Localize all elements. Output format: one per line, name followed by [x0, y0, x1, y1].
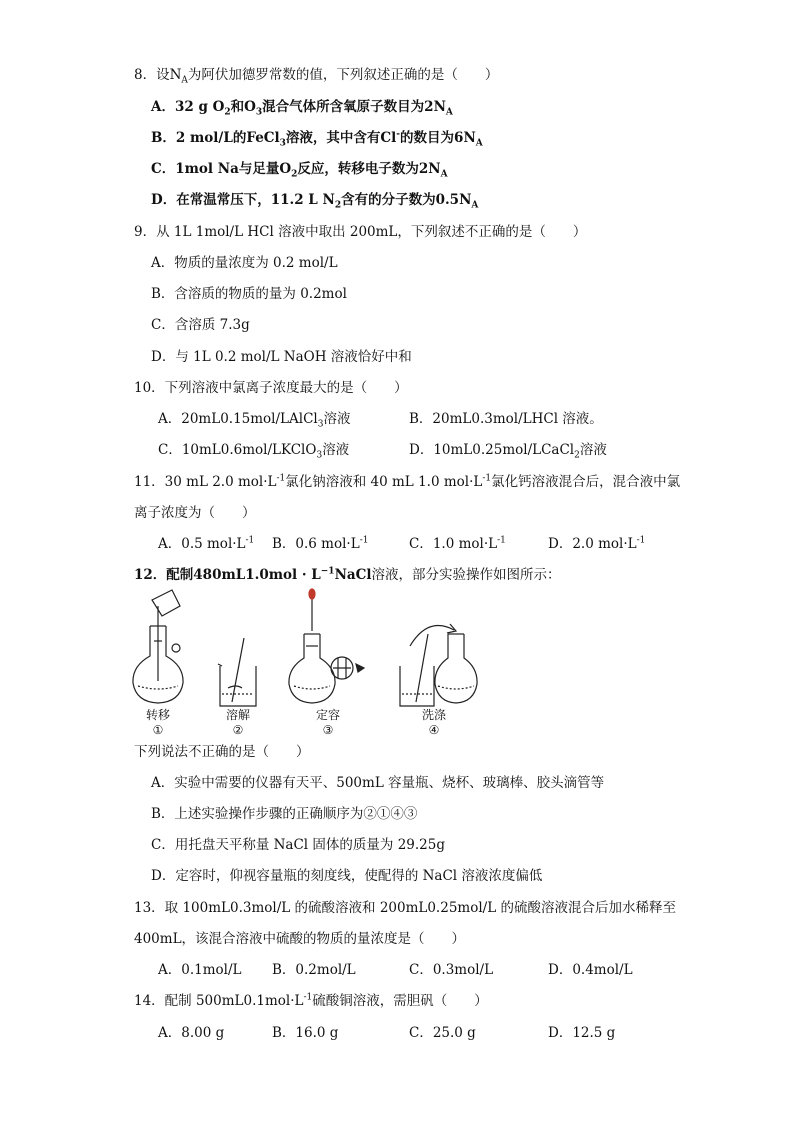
- q12-stem: 12．配制$480mL1.0mol \cdot L^{-1}NaCl$溶液，部分实验操作如图所示：: [134, 566, 561, 583]
- q8-option-b: B．2 mol/L的FeCl$_3$溶液，其中含有Cl-的数目为$6N_A$: [151, 129, 483, 149]
- q13-option-d: D．0.4mol/L: [548, 962, 633, 978]
- figure-label-wash: 洗涤 ④: [421, 708, 446, 737]
- q10-option-d: D．10mL0.25mol/LCaCl$_2$溶液: [409, 442, 607, 461]
- figure-label-transfer: 转移 ①: [145, 708, 170, 737]
- figure-label-dissolve: 溶解 ②: [225, 708, 250, 737]
- q11-option-d: D．2.0 $mol\cdot L^{-1}$: [548, 535, 646, 552]
- q12-option-a: A．实验中需要的仪器有天平、500mL 容量瓶、烧杯、玻璃棒、胶头滴管等: [151, 775, 605, 791]
- experiment-figure: [128, 586, 488, 736]
- q14-option-a: A．8.00 g: [158, 1025, 225, 1041]
- q9-option-d: D．与 1L 0.2 mol/L NaOH 溶液恰好中和: [151, 349, 412, 365]
- q10-option-b: B．20mL0.3mol/LHCl 溶液。: [409, 411, 603, 427]
- q11-stem: 11．30 mL 2.0 $mol\cdot L^{-1}$氯化钠溶液和 40 mL 1.0 $mol\cdot L^{-1}$氯化钙溶液混合后，混合液中氯: [134, 473, 681, 490]
- q13-option-c: C．0.3mol/L: [409, 962, 494, 978]
- constant-volume-flask-icon: [289, 589, 364, 703]
- transfer-flask-icon: [133, 590, 183, 703]
- q14-option-d: D．12.5 g: [548, 1025, 616, 1041]
- q12-option-b: B．上述实验操作步骤的正确顺序为②①④③: [151, 806, 418, 822]
- q9-stem: 9．从 1L 1mol/L HCl 溶液中取出 200mL，下列叙述不正确的是（ ）: [134, 224, 587, 240]
- q8-option-d: D．在常温常压下，11.2 L $N_2$含有的分子数为$0.5N_A$: [151, 192, 479, 211]
- q12-option-c: C．用托盘天平称量 NaCl 固体的质量为 29.25g: [151, 837, 446, 853]
- q13-stem: 13．取 100mL0.3mol/L 的硫酸溶液和 200mL0.25mol/L 的硫酸溶液混合后加水稀释至: [134, 900, 676, 916]
- q13-stem-line2: 400mL，该混合溶液中硫酸的物质的量浓度是（ ）: [134, 931, 466, 947]
- q10-option-a: A．20mL0.15mol/LAlCl$_3$溶液: [158, 411, 351, 430]
- q9-option-c: C．含溶质 7.3g: [151, 317, 250, 333]
- q9-option-a: A．物质的量浓度为 0.2 mol/L: [151, 255, 338, 271]
- q14-option-b: B．16.0 g: [272, 1025, 339, 1041]
- q14-stem: 14．配制 $500mL0.1mol\cdot L^{-1}$硫酸铜溶液，需胆矾（ ）: [134, 992, 488, 1009]
- q11-option-b: B．0.6 $mol\cdot L^{-1}$: [272, 535, 369, 552]
- wash-beaker-flask-icon: [400, 624, 477, 706]
- q12-question: 下列说法不正确的是（ ）: [134, 744, 310, 760]
- q8-stem: 8．设$N_A$为阿伏加德罗常数的值，下列叙述正确的是（ ）: [134, 67, 499, 86]
- q12-option-d: D．定容时，仰视容量瓶的刻度线，使配得的 NaCl 溶液浓度偏低: [151, 868, 543, 884]
- q10-option-c: C．10mL0.6mol/LKClO$_3$溶液: [158, 442, 350, 461]
- q11-option-a: A．0.5 $mol\cdot L^{-1}$: [158, 535, 255, 552]
- q13-option-a: A．0.1mol/L: [158, 962, 242, 978]
- q8-option-c: C．1mol Na与足量$O_2$反应，转移电子数为$2N_A$: [151, 161, 448, 180]
- dissolve-beaker-icon: [218, 638, 256, 706]
- q10-stem: 10．下列溶液中氯离子浓度最大的是（ ）: [134, 380, 408, 396]
- q11-stem-line2: 离子浓度为（ ）: [134, 505, 256, 521]
- q14-option-c: C．25.0 g: [409, 1025, 476, 1041]
- q11-option-c: C．1.0 $mol\cdot L^{-1}$: [409, 535, 506, 552]
- q9-option-b: B．含溶质的物质的量为 0.2mol: [151, 286, 347, 302]
- figure-label-constant-volume: 定容 ③: [315, 708, 340, 737]
- q13-option-b: B．0.2mol/L: [272, 962, 356, 978]
- q8-option-a: A．32 g $O_2$和$O_3$混合气体所含氧原子数目为$2N_A$: [151, 99, 453, 118]
